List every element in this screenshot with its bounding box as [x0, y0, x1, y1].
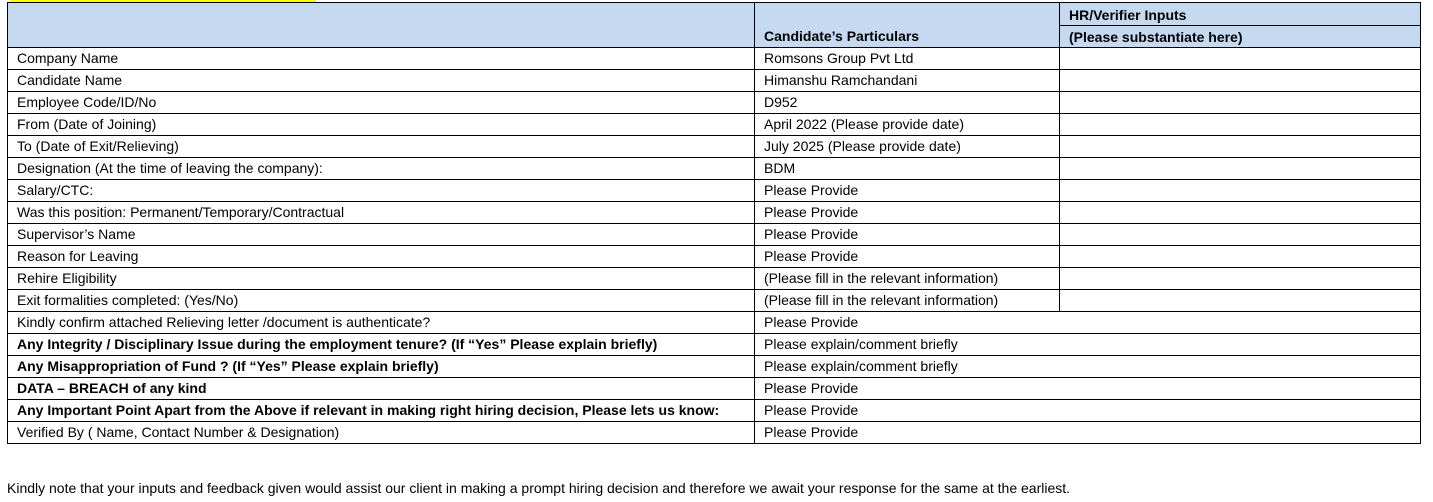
- row-value[interactable]: BDM: [755, 158, 1060, 180]
- row-label: Reason for Leaving: [8, 246, 755, 268]
- table-row: [8, 180, 1421, 202]
- row-value[interactable]: Please explain/comment briefly: [755, 334, 1060, 356]
- row-label: To (Date of Exit/Relieving): [8, 136, 755, 158]
- footer-note: Kindly note that your inputs and feedback given would assist our client in making a prompt hiring decision and therefore we await your response for the same at the earliest.: [7, 480, 1071, 496]
- row-value[interactable]: Romsons Group Pvt Ltd: [755, 48, 1060, 70]
- table-row: [8, 202, 1421, 224]
- table-row: [8, 290, 1421, 312]
- row-label: Candidate Name: [8, 70, 755, 92]
- row-hr-input[interactable]: [1060, 48, 1421, 70]
- row-value[interactable]: Please Provide: [755, 422, 1060, 444]
- table-row: [8, 114, 1421, 136]
- header-hr-verifier-inputs: [1060, 3, 1421, 48]
- table-row: [8, 136, 1421, 158]
- row-label: Any Misappropriation of Fund ? (If “Yes” Please explain briefly): [8, 356, 755, 378]
- table-row: [8, 48, 1421, 70]
- header-candidate-particulars: Candidate’s Particulars: [755, 3, 1060, 48]
- row-label: Was this position: Permanent/Temporary/Contractual: [8, 202, 755, 224]
- row-label: Company Name: [8, 48, 755, 70]
- row-hr-input[interactable]: [1060, 246, 1421, 268]
- row-hr-input[interactable]: [1060, 202, 1421, 224]
- row-blank: [1060, 334, 1421, 356]
- row-value[interactable]: Please explain/comment briefly: [755, 356, 1060, 378]
- row-hr-input[interactable]: [1060, 180, 1421, 202]
- table-row: [8, 268, 1421, 290]
- row-hr-input[interactable]: [1060, 136, 1421, 158]
- row-value[interactable]: April 2022 (Please provide date): [755, 114, 1060, 136]
- row-value[interactable]: Please Provide: [755, 202, 1060, 224]
- row-label: Any Integrity / Disciplinary Issue during the employment tenure? (If “Yes” Please explain briefly): [8, 334, 755, 356]
- header-field-column: [8, 3, 755, 48]
- row-label: Any Important Point Apart from the Above if relevant in making right hiring decision, Please lets us know:: [8, 400, 755, 422]
- row-blank: [1060, 378, 1421, 400]
- row-label: Exit formalities completed: (Yes/No): [8, 290, 755, 312]
- row-label: From (Date of Joining): [8, 114, 755, 136]
- row-value[interactable]: D952: [755, 92, 1060, 114]
- table-row: [8, 70, 1421, 92]
- row-label: Verified By ( Name, Contact Number & Designation): [8, 422, 755, 444]
- row-blank: [1060, 312, 1421, 334]
- row-hr-input[interactable]: [1060, 268, 1421, 290]
- row-value[interactable]: (Please fill in the relevant information): [755, 268, 1060, 290]
- row-label: Kindly confirm attached Relieving letter /document is authenticate?: [8, 312, 755, 334]
- row-value[interactable]: (Please fill in the relevant information): [755, 290, 1060, 312]
- row-label: DATA – BREACH of any kind: [8, 378, 755, 400]
- row-hr-input[interactable]: [1060, 158, 1421, 180]
- row-value[interactable]: Please Provide: [755, 378, 1060, 400]
- row-value[interactable]: Please Provide: [755, 246, 1060, 268]
- row-label: Employee Code/ID/No: [8, 92, 755, 114]
- row-value[interactable]: Please Provide: [755, 180, 1060, 202]
- table-row: [8, 400, 1421, 422]
- table-row: [8, 334, 1421, 356]
- row-label: Rehire Eligibility: [8, 268, 755, 290]
- row-value[interactable]: Please Provide: [755, 312, 1060, 334]
- table-row: [8, 158, 1421, 180]
- row-hr-input[interactable]: [1060, 70, 1421, 92]
- row-label: Supervisor’s Name: [8, 224, 755, 246]
- row-hr-input[interactable]: [1060, 290, 1421, 312]
- header-hr-title: HR/Verifier Inputs: [1060, 4, 1420, 26]
- table-row: [8, 422, 1421, 444]
- table-row: [8, 378, 1421, 400]
- table-row: [8, 246, 1421, 268]
- row-label: Designation (At the time of leaving the company):: [8, 158, 755, 180]
- verification-table: [7, 2, 1421, 444]
- row-value[interactable]: Please Provide: [755, 400, 1060, 422]
- header-hr-subtitle: (Please substantiate here): [1069, 29, 1243, 45]
- row-hr-input[interactable]: [1060, 114, 1421, 136]
- row-value[interactable]: Himanshu Ramchandani: [755, 70, 1060, 92]
- row-blank: [1060, 356, 1421, 378]
- row-blank: [1060, 422, 1421, 444]
- row-hr-input[interactable]: [1060, 224, 1421, 246]
- row-hr-input[interactable]: [1060, 92, 1421, 114]
- table-row: [8, 92, 1421, 114]
- row-blank: [1060, 400, 1421, 422]
- table-header-row: [8, 3, 1421, 48]
- row-label: Salary/CTC:: [8, 180, 755, 202]
- table-row: [8, 224, 1421, 246]
- table-row: [8, 312, 1421, 334]
- row-value[interactable]: Please Provide: [755, 224, 1060, 246]
- row-value[interactable]: July 2025 (Please provide date): [755, 136, 1060, 158]
- table-row: [8, 356, 1421, 378]
